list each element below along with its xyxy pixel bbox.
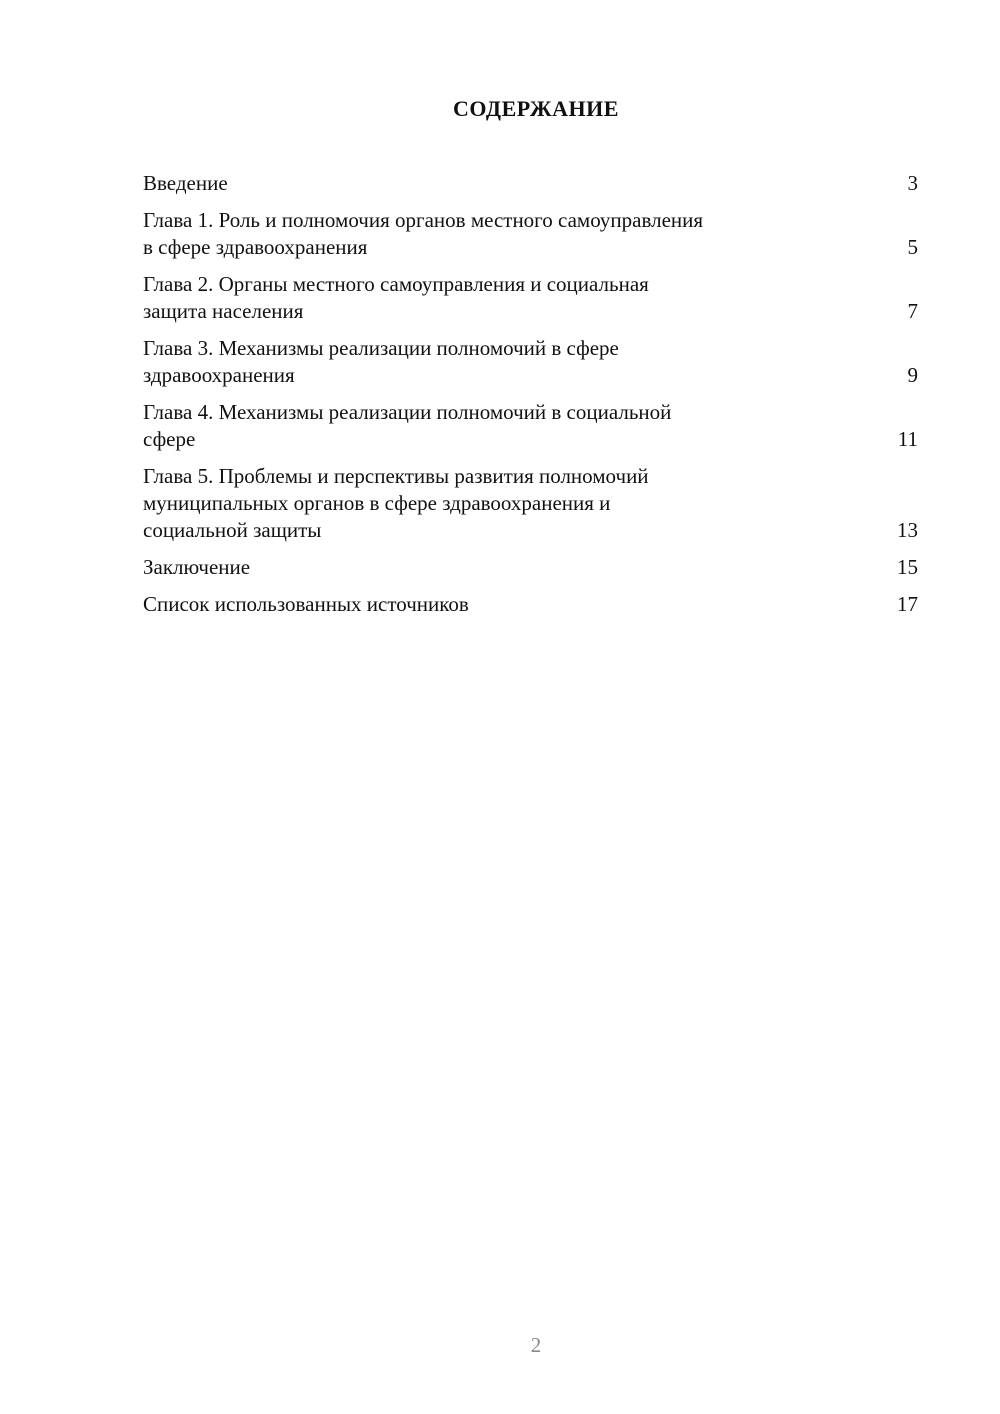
toc-entry-page: 7	[907, 299, 918, 323]
toc-entry-chapter-5	[143, 463, 918, 544]
toc-entry-chapter-1	[143, 207, 918, 261]
page-title: СОДЕРЖАНИЕ	[453, 96, 619, 121]
toc-entry-text: Глава 4. Механизмы реализации полномочий в социальной сфере	[143, 400, 672, 451]
toc-entry-text: Глава 3. Механизмы реализации полномочий в сфере здравоохранения	[143, 336, 619, 387]
toc-entry-text: Глава 2. Органы местного самоуправления и социальная защита населения	[143, 272, 649, 323]
table-of-contents	[143, 170, 918, 628]
toc-entry-page: 11	[897, 427, 918, 451]
toc-entry-text: Глава 5. Проблемы и перспективы развития полномочий муниципальных органов в сфере здравоохранения и социальной защиты	[143, 464, 649, 542]
toc-entry-text: Введение	[143, 171, 228, 195]
toc-entry-chapter-3	[143, 335, 918, 389]
toc-entry-page: 5	[907, 235, 918, 259]
toc-entry-page: 3	[907, 171, 918, 195]
toc-entry-chapter-4	[143, 399, 918, 453]
toc-entry-page: 15	[897, 555, 918, 579]
toc-entry-conclusion	[143, 554, 918, 581]
toc-entry-page: 17	[897, 592, 918, 616]
toc-entry-text: Глава 1. Роль и полномочия органов местного самоуправления в сфере здравоохранения	[143, 208, 704, 259]
toc-entry-text: Заключение	[143, 555, 251, 579]
toc-entry-page: 9	[907, 363, 918, 387]
toc-entry-introduction	[143, 170, 918, 197]
toc-entry-text: Список использованных источников	[143, 592, 469, 616]
toc-entry-chapter-2	[143, 271, 918, 325]
toc-entry-references	[143, 591, 918, 618]
toc-entry-page: 13	[897, 518, 918, 542]
page-number: 2	[530, 1333, 542, 1357]
